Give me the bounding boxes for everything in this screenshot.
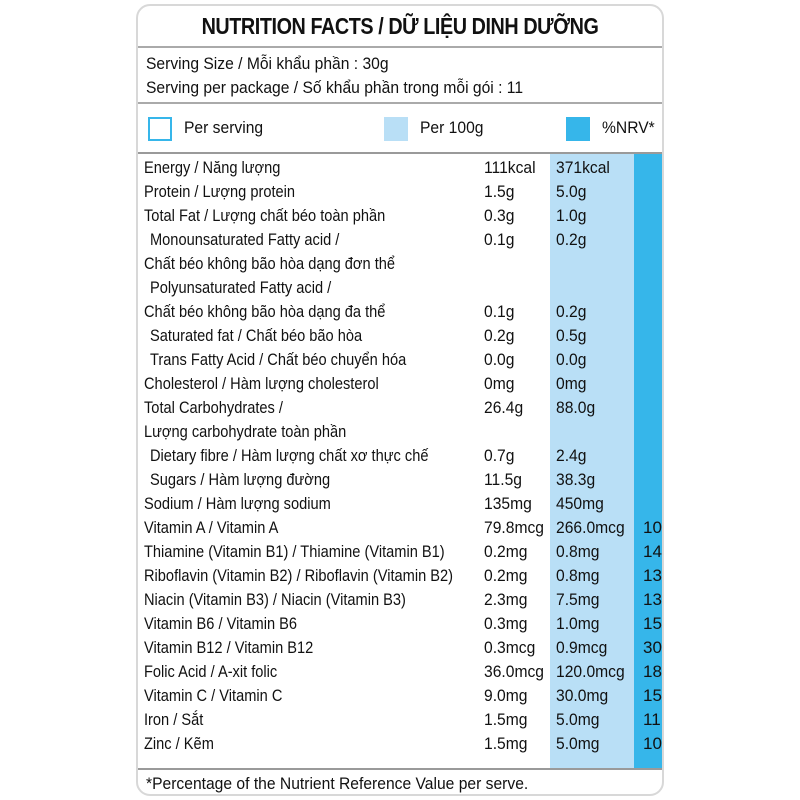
- per-100g-value: 0.2g: [556, 302, 587, 321]
- nutrition-facts-panel: [136, 4, 664, 796]
- per-100g-value: 30.0mg: [556, 686, 609, 705]
- per-100g-value: 38.3g: [556, 470, 596, 489]
- table-row: [138, 516, 662, 540]
- per-100g-value: 88.0g: [556, 398, 596, 417]
- nutrient-name: Monounsaturated Fatty acid /: [150, 230, 340, 249]
- nrv-value: 13: [643, 590, 662, 609]
- nutrient-name: Dietary fibre / Hàm lượng chất xơ thực chế: [150, 446, 429, 465]
- nrv-value: 30: [643, 638, 662, 657]
- per-100g-value: 120.0mcg: [556, 662, 625, 681]
- per-serving-value: 0.1g: [484, 302, 515, 321]
- legend: [138, 106, 662, 154]
- table-row: [138, 588, 662, 612]
- nrv-value: 13: [643, 566, 662, 585]
- nutrient-name: Lượng carbohydrate toàn phần: [144, 422, 347, 441]
- per-100g-swatch: [384, 117, 408, 141]
- nutrient-name: Total Carbohydrates /: [144, 398, 283, 417]
- table-row: [138, 492, 662, 516]
- per-100g-value: 371kcal: [556, 158, 610, 177]
- per-100g-value: 1.0mg: [556, 614, 600, 633]
- table-row: [138, 540, 662, 564]
- nutrient-name: Folic Acid / A-xit folic: [144, 662, 278, 681]
- table-row: [138, 660, 662, 684]
- nutrient-name: Vitamin C / Vitamin C: [144, 686, 283, 705]
- table-row: [138, 684, 662, 708]
- nutrient-name: Vitamin B12 / Vitamin B12: [144, 638, 314, 657]
- table-row: [138, 180, 662, 204]
- per-serving-label: Per serving: [184, 118, 264, 137]
- nutrient-name: Vitamin B6 / Vitamin B6: [144, 614, 298, 633]
- nrv-value: 10: [643, 734, 662, 753]
- nutrient-name: Zinc / Kẽm: [144, 734, 214, 753]
- nutrient-name: Chất béo không bão hòa dạng đa thể: [144, 302, 386, 321]
- per-100g-value: 2.4g: [556, 446, 587, 465]
- nutrient-name: Sugars / Hàm lượng đường: [150, 470, 331, 489]
- per-100g-value: 0.9mcg: [556, 638, 608, 657]
- per-100g-label: Per 100g: [420, 118, 484, 137]
- servings-per-package: Serving per package / Số khẩu phần trong mỗi gói : 11: [146, 78, 524, 97]
- per-serving-value: 36.0mcg: [484, 662, 544, 681]
- table-row: [138, 612, 662, 636]
- table-row: [138, 228, 662, 252]
- per-serving-value: 79.8mcg: [484, 518, 544, 537]
- nutrient-name: Sodium / Hàm lượng sodium: [144, 494, 331, 513]
- per-100g-value: 450mg: [556, 494, 604, 513]
- per-serving-value: 11.5g: [484, 470, 522, 489]
- table-row: [138, 468, 662, 492]
- nutrient-name: Energy / Năng lượng: [144, 158, 281, 177]
- table-row: [138, 708, 662, 732]
- per-serving-value: 0.3mcg: [484, 638, 536, 657]
- per-100g-value: 0.2g: [556, 230, 587, 249]
- page-title: NUTRITION FACTS / DỮ LIỆU DINH DƯỠNG: [201, 13, 599, 39]
- per-100g-value: 266.0mcg: [556, 518, 625, 537]
- nutrient-name: Saturated fat / Chất béo bão hòa: [150, 326, 363, 345]
- nutrient-name: Protein / Lượng protein: [144, 182, 296, 201]
- per-serving-value: 1.5g: [484, 182, 515, 201]
- nrv-value: 15: [643, 686, 662, 705]
- per-serving-value: 111kcal: [484, 158, 536, 177]
- nrv-value: 15: [643, 614, 662, 633]
- nrv-value: 18: [643, 662, 662, 681]
- table-row: [138, 444, 662, 468]
- per-100g-value: 0.8mg: [556, 566, 600, 585]
- per-serving-value: 9.0mg: [484, 686, 528, 705]
- table-row: [138, 156, 662, 180]
- nutrient-name: Trans Fatty Acid / Chất béo chuyển hóa: [150, 350, 407, 369]
- per-serving-value: 0.0g: [484, 350, 515, 369]
- per-100g-value: 0.5g: [556, 326, 587, 345]
- table-row: [138, 300, 662, 324]
- table-row: [138, 348, 662, 372]
- nutrient-name: Thiamine (Vitamin B1) / Thiamine (Vitamin B1): [144, 542, 445, 561]
- per-100g-value: 0.0g: [556, 350, 587, 369]
- per-serving-value: 0.3mg: [484, 614, 528, 633]
- nrv-value: 14: [643, 542, 662, 561]
- nrv-value: 10: [643, 518, 662, 537]
- nutrient-name: Riboflavin (Vitamin B2) / Riboflavin (Vitamin B2): [144, 566, 454, 585]
- per-serving-value: 0.2mg: [484, 566, 528, 585]
- nutrient-name: Total Fat / Lượng chất béo toàn phần: [144, 206, 386, 225]
- table-row: [138, 276, 662, 300]
- per-serving-value: 0.2mg: [484, 542, 528, 561]
- per-serving-value: 0.1g: [484, 230, 515, 249]
- table-row: [138, 564, 662, 588]
- per-serving-value: 26.4g: [484, 398, 524, 417]
- nutrient-table: [138, 154, 662, 770]
- table-row: [138, 252, 662, 276]
- per-serving-value: 0.7g: [484, 446, 515, 465]
- per-serving-value: 2.3mg: [484, 590, 528, 609]
- table-row: [138, 636, 662, 660]
- table-row: [138, 396, 662, 420]
- serving-info: [138, 46, 662, 104]
- per-serving-value: 1.5mg: [484, 710, 528, 729]
- table-row: [138, 372, 662, 396]
- table-row: [138, 420, 662, 444]
- per-100g-value: 5.0mg: [556, 734, 600, 753]
- per-serving-value: 1.5mg: [484, 734, 528, 753]
- per-serving-value: 0.2g: [484, 326, 515, 345]
- nrv-value: 11: [643, 710, 661, 729]
- nrv-swatch: [566, 117, 590, 141]
- footnote-bar: [138, 768, 662, 796]
- table-row: [138, 732, 662, 756]
- per-serving-value: 0mg: [484, 374, 515, 393]
- table-row: [138, 204, 662, 228]
- per-serving-value: 135mg: [484, 494, 532, 513]
- table-row: [138, 324, 662, 348]
- nutrient-name: Polyunsaturated Fatty acid /: [150, 278, 332, 297]
- nutrient-name: Iron / Sắt: [144, 710, 204, 729]
- nutrient-name: Niacin (Vitamin B3) / Niacin (Vitamin B3): [144, 590, 406, 609]
- per-100g-value: 5.0g: [556, 182, 587, 201]
- footnote: *Percentage of the Nutrient Reference Value per serve.: [146, 774, 529, 793]
- nutrient-name: Cholesterol / Hàm lượng cholesterol: [144, 374, 379, 393]
- per-100g-value: 7.5mg: [556, 590, 600, 609]
- per-100g-value: 1.0g: [556, 206, 587, 225]
- per-100g-value: 0mg: [556, 374, 587, 393]
- per-serving-value: 0.3g: [484, 206, 515, 225]
- per-100g-value: 5.0mg: [556, 710, 600, 729]
- nutrient-name: Chất béo không bão hòa dạng đơn thể: [144, 254, 396, 273]
- per-serving-swatch: [148, 117, 172, 141]
- serving-size: Serving Size / Mỗi khẩu phần : 30g: [146, 54, 389, 73]
- nrv-label: %NRV*: [602, 118, 655, 137]
- nutrient-name: Vitamin A / Vitamin A: [144, 518, 279, 537]
- per-100g-value: 0.8mg: [556, 542, 600, 561]
